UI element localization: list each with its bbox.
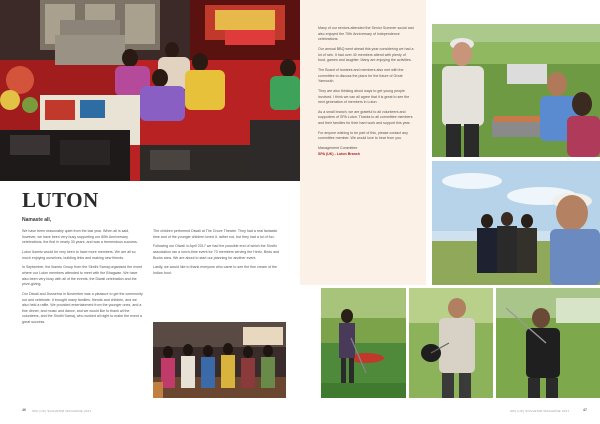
event-group-illustration (153, 322, 286, 398)
footer-right: SPA (UK) SOUVENIR MAGAZINE 2017 (510, 409, 570, 413)
mini-golf-illustration (321, 288, 406, 398)
greeting: Namaste all, (22, 217, 52, 223)
bbq-photo (432, 24, 600, 157)
event-group-photo (153, 322, 286, 398)
page-number-left: 46 (22, 408, 26, 412)
paragraph: The children performed Diwali at The Grove Theatre. They had a real fantastic time and of the younger children loved it, rather not, but they had a lot of fun. (153, 229, 278, 239)
bowls-photo (432, 161, 600, 285)
signoff-branch: SPA (UK) - Luton Branch (318, 151, 361, 156)
footer-left: SPA (UK) SOUVENIR MAGAZINE 2017 (32, 409, 92, 413)
paragraph: As a small branch, we are grateful to all volunteers and supporters of SPA Luton. Thanks to all committee members and their families for their hard work and support this year. (318, 109, 413, 126)
paragraph: Luton Ikamtu would be very keen to have more members. We are all so much enjoying ourselves, building links and making new friends. (22, 249, 136, 260)
paragraph: The Board of trustees and members also met with the committee to discuss the plans for the future of Great Yarmouth. (318, 67, 404, 84)
paragraph: In September, the Ikamtu Group from the Sindhi Samaj organised the event where our Luton members attended to meet with the Bhagwan. We have also been very busy with all of the events, the Diwali celebration and the prize-giving. (22, 265, 143, 287)
paragraph: Lastly, we would like to thank everyone who came to see the fine cream of the Indian food. (153, 265, 277, 275)
signoff: Management Committee (318, 146, 358, 151)
page-title: LUTON (22, 188, 99, 212)
paragraph: Many of our seniors attended the Senior Summer social and also enjoyed the 70th Anniversary of Independence celebrations. (318, 26, 414, 42)
middle-column-text (153, 229, 283, 281)
bbq-illustration (432, 24, 600, 157)
temple-gathering-photo (0, 0, 300, 181)
bowls-illustration (432, 161, 600, 285)
mini-golf-photo (321, 288, 406, 398)
paragraph: They are also thinking about ways to get young people involved. I think we can all agree that it is great to see the next generation of members in Luton. (318, 88, 410, 105)
paragraph: For anyone wishing to be part of this, please contact any committee member. We would love to hear from you. (318, 130, 408, 141)
page-number-right: 47 (583, 408, 587, 412)
left-column-text (22, 229, 144, 330)
golf-swing-illustration (496, 288, 600, 398)
paragraph: Following our Diwali in April 2017 we had the possible end of which the Sindhi association ran a lunch-time event for 70 members serving the Hertz, Beds and Bucks area. We are about to start our planning for another event. (153, 244, 280, 260)
paragraph: Our Diwali and Dussehra in November was a pleasure to get the community out and celebrate. It brought many families, friends and children, and we also held a raffle. We provided entertainment from the younger ones, and a fine dinner, and music and dance, and we would like to thank all the volunteers, and the Sindhi Samaj, who worked all night to make the event a great success. (22, 291, 143, 324)
right-column-text (318, 26, 414, 157)
golf-putting-photo (409, 288, 493, 398)
paragraph: We have been reasonably quiet from the last year. When all is said, however, we have been very busy supporting our 80th Anniversary celebrations, the first in nearly 30 years, and was a tremendous success. (22, 229, 138, 245)
paragraph: Our annual BBQ went ahead this year considering we had a lot of rain. It had over 40 members attend with plenty of food, games and laughter. Many are enjoying the activities. (318, 46, 414, 63)
golf-swing-photo (496, 288, 600, 398)
temple-gathering-illustration (0, 0, 300, 181)
golf-putting-illustration (409, 288, 493, 398)
